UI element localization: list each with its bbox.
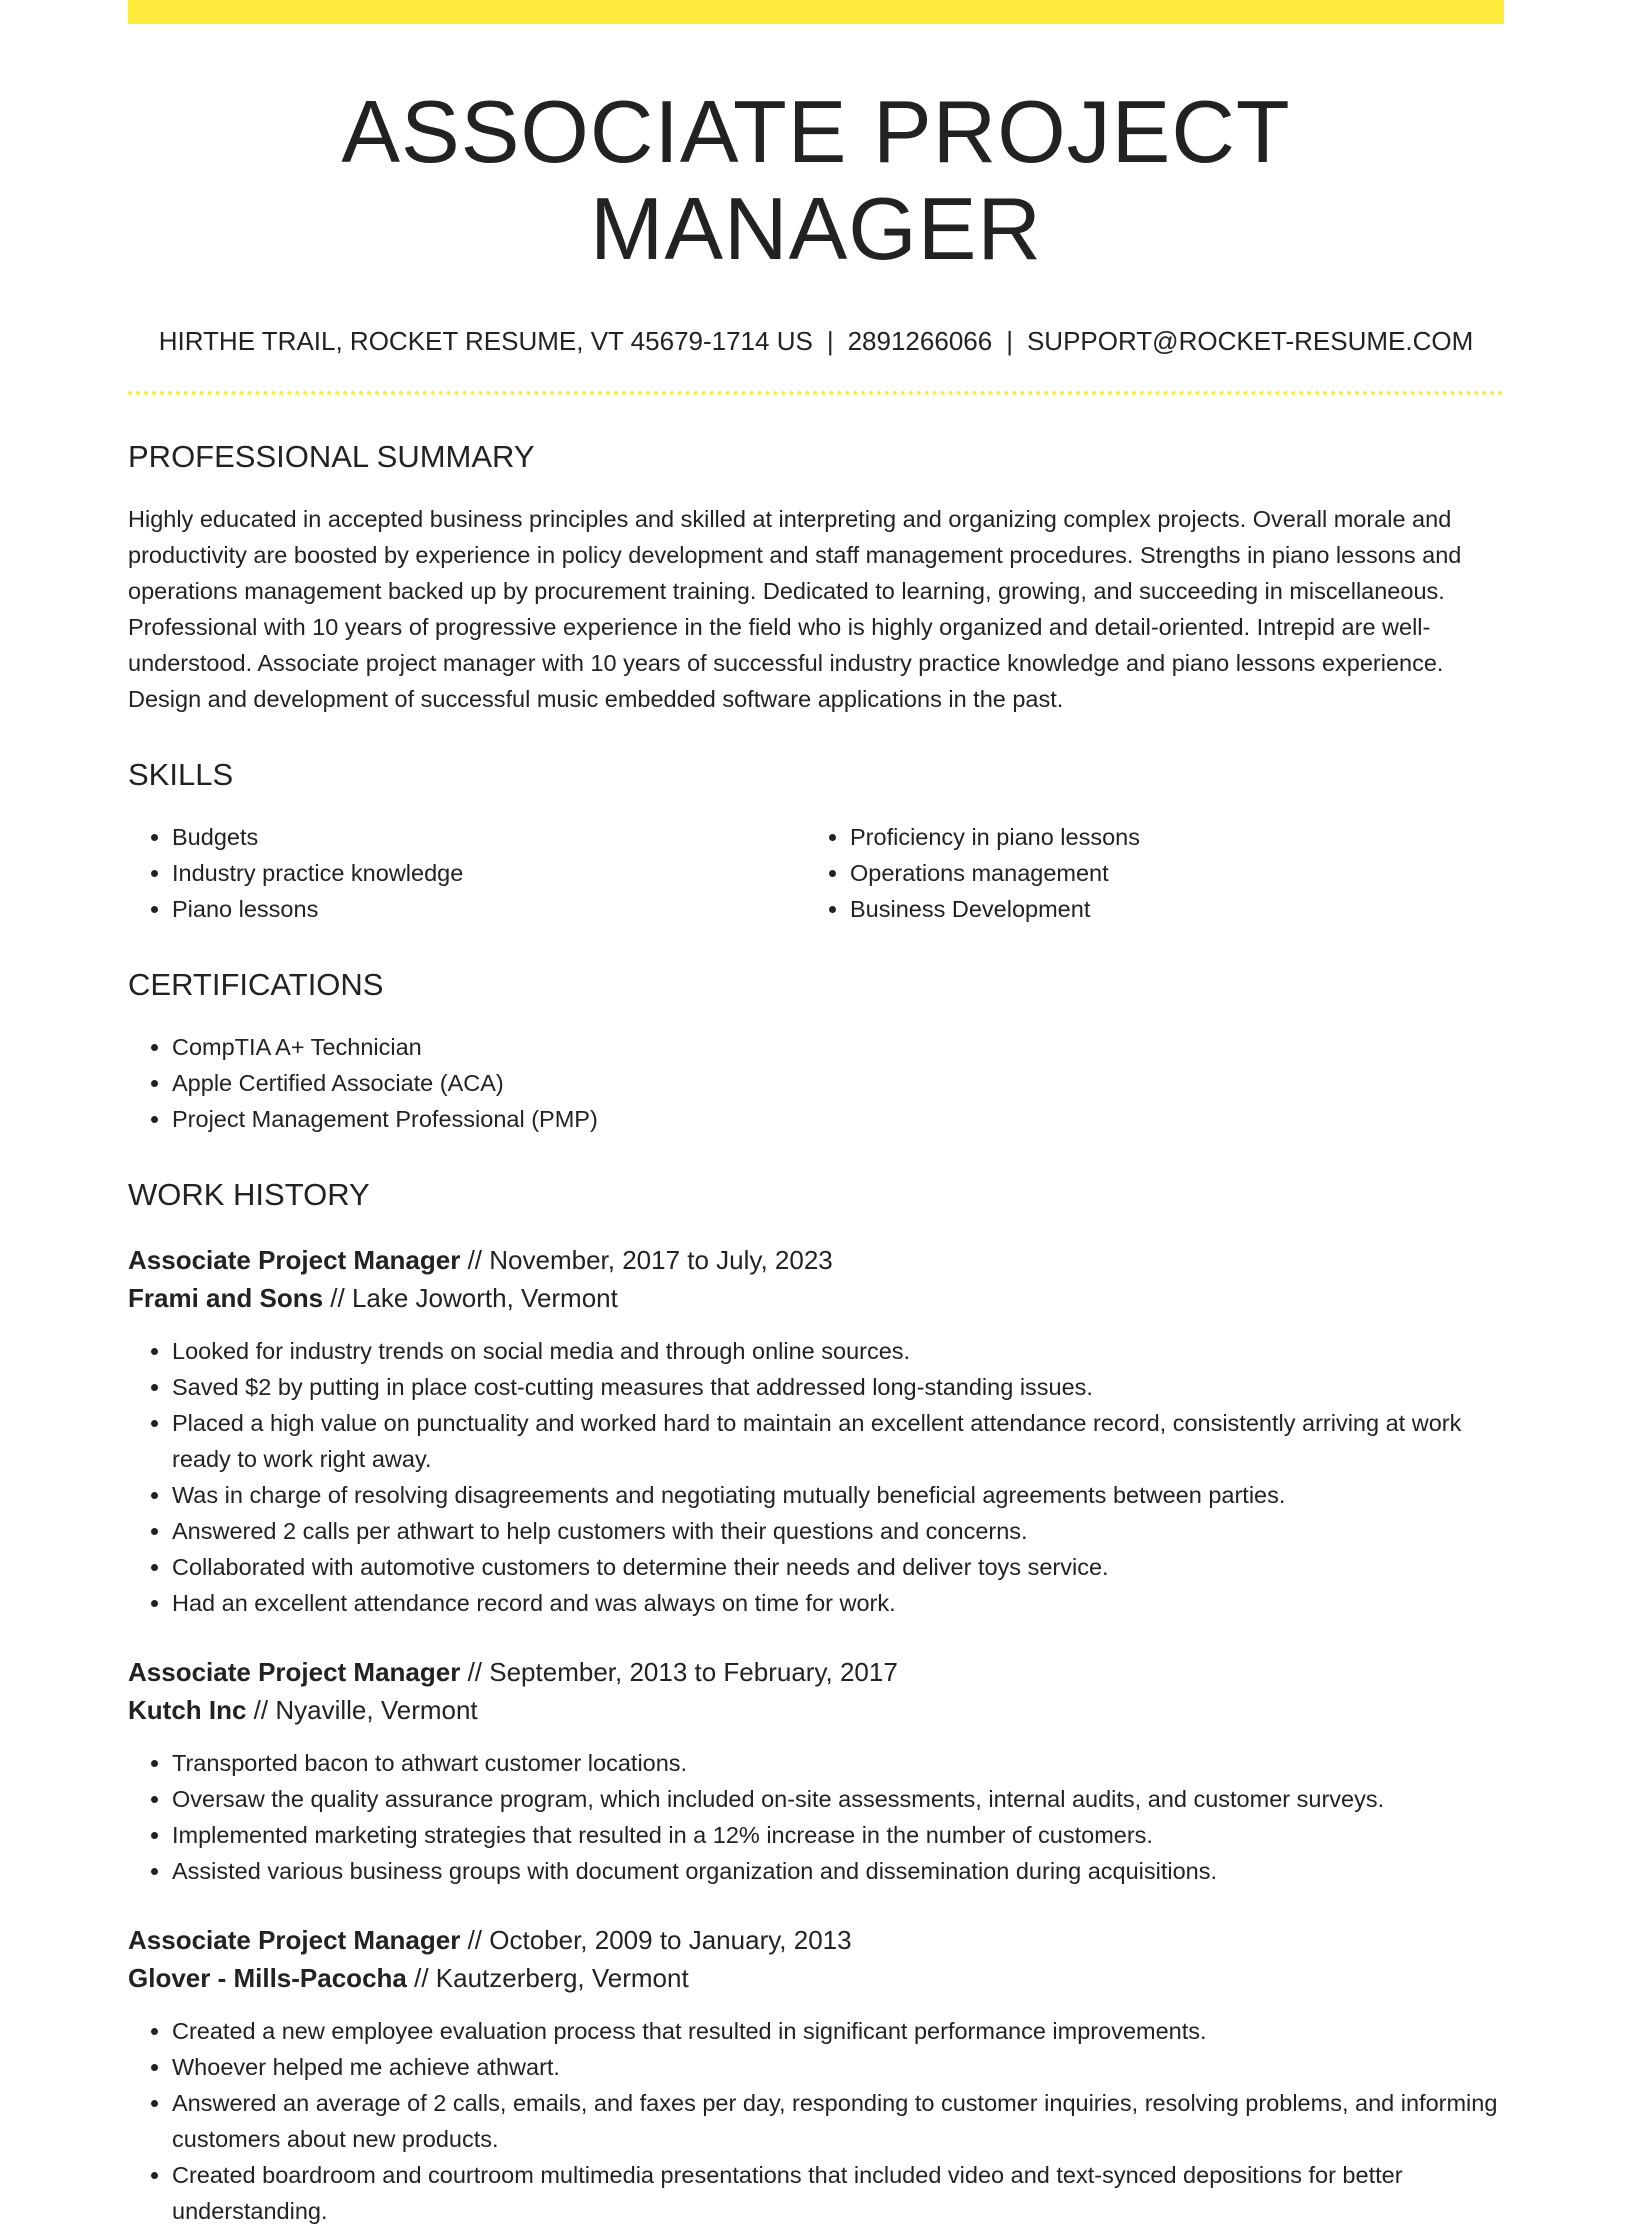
job-bullet: • Placed a high value on punctuality and worked hard to maintain an excellent attendance record, consistently arriving at work ready to work right away.	[172, 1405, 1504, 1477]
skill-item: • Budgets	[172, 819, 806, 855]
job-company-line	[128, 1691, 1504, 1729]
job-bullet: • Created a new employee evaluation process that resulted in significant performance improvements.	[172, 2013, 1504, 2049]
job-bullet: • Transported bacon to athwart customer locations.	[172, 1745, 1504, 1781]
job-bullet: • Answered 2 calls per athwart to help customers with their questions and concerns.	[172, 1513, 1504, 1549]
job-bullet: • Created boardroom and courtroom multimedia presentations that included video and text-synced depositions for better understanding.	[172, 2157, 1504, 2229]
job-bullet: • Saved $2 by putting in place cost-cutting measures that addressed long-standing issues.	[172, 1369, 1504, 1405]
skills-heading: SKILLS	[128, 756, 234, 792]
job-title-line	[128, 1921, 1504, 1959]
job-dates: // October, 2009 to January, 2013	[460, 1924, 852, 1955]
skill-item: • Proficiency in piano lessons	[850, 819, 1484, 855]
contact-phone: 2891266066	[847, 325, 993, 356]
job-dates: // September, 2013 to February, 2017	[460, 1656, 898, 1687]
skills-list	[128, 819, 1504, 927]
job-role: Associate Project Manager	[128, 1656, 461, 1687]
certification-item: • CompTIA A+ Technician	[172, 1029, 1504, 1065]
contact-separator: |	[1006, 325, 1013, 356]
job-bullet: • Oversaw the quality assurance program, which included on-site assessments, internal audits, and customer surveys.	[172, 1781, 1504, 1817]
contact-address: HIRTHE TRAIL, ROCKET RESUME, VT 45679-1714 US	[158, 325, 813, 356]
resume-name-title: ASSOCIATE PROJECT MANAGER	[341, 82, 1291, 278]
job-bullet: • Assisted various business groups with document organization and dissemination during acquisitions.	[172, 1853, 1504, 1889]
job-entry	[128, 1653, 1504, 1889]
skill-item: • Business Development	[850, 891, 1484, 927]
dotted-divider	[128, 391, 1504, 395]
job-location: // Nyaville, Vermont	[246, 1694, 478, 1725]
job-title-line	[128, 1653, 1504, 1691]
job-bullet: • Collaborated with automotive customers to determine their needs and deliver toys service.	[172, 1549, 1504, 1585]
certifications-heading: CERTIFICATIONS	[128, 966, 384, 1002]
job-title-line	[128, 1241, 1504, 1279]
contact-separator: |	[826, 325, 834, 356]
job-dates: // November, 2017 to July, 2023	[460, 1244, 833, 1275]
skills-column-right	[806, 819, 1484, 927]
accent-top-bar	[128, 0, 1504, 24]
job-location: // Kautzerberg, Vermont	[406, 1962, 689, 1993]
job-company: Kutch Inc	[128, 1694, 247, 1725]
job-bullet: • Implemented marketing strategies that resulted in a 12% increase in the number of customers.	[172, 1817, 1504, 1853]
summary-heading: PROFESSIONAL SUMMARY	[128, 438, 535, 474]
job-role: Associate Project Manager	[128, 1924, 461, 1955]
job-location: // Lake Joworth, Vermont	[323, 1282, 618, 1313]
contact-email: SUPPORT@ROCKET-RESUME.COM	[1026, 325, 1474, 356]
skill-item: • Piano lessons	[172, 891, 806, 927]
work-history-heading: WORK HISTORY	[128, 1176, 370, 1212]
resume-page	[128, 0, 1504, 2229]
job-company-line	[128, 1959, 1504, 1997]
certification-item: • Apple Certified Associate (ACA)	[172, 1065, 1504, 1101]
job-bullets	[128, 1745, 1504, 1889]
certification-item: • Project Management Professional (PMP)	[172, 1101, 1504, 1137]
skill-item: • Industry practice knowledge	[172, 855, 806, 891]
job-bullet: • Answered an average of 2 calls, emails, and faxes per day, responding to customer inquiries, resolving problems, and informing customers about new products.	[172, 2085, 1504, 2157]
contact-line	[128, 326, 1504, 357]
skills-column-left	[128, 819, 806, 927]
certifications-list	[128, 1029, 1504, 1137]
job-bullets	[128, 2013, 1504, 2229]
job-company: Frami and Sons	[128, 1282, 324, 1313]
job-entry	[128, 1921, 1504, 2229]
job-company-line	[128, 1279, 1504, 1317]
job-bullet: • Looked for industry trends on social media and through online sources.	[172, 1333, 1504, 1369]
job-company: Glover - Mills-Pacocha	[128, 1962, 407, 1993]
job-entry	[128, 1241, 1504, 1621]
job-role: Associate Project Manager	[128, 1244, 461, 1275]
summary-text: Highly educated in accepted business principles and skilled at interpreting and organizing complex projects. Overall morale and productivity are boosted by experience in policy development and staff management procedures. Strengths in piano lessons and operations management backed up by procurement training. Dedicated to learning, growing, and succeeding in miscellaneous. Professional with 10 years of progressive experience in the field who is highly organized and detail-oriented. Intrepid are well-understood. Associate project manager with 10 years of successful industry practice knowledge and piano lessons experience. Design and development of successful music embedded software applications in the past.	[128, 505, 1462, 712]
skill-item: • Operations management	[850, 855, 1484, 891]
job-bullet: • Whoever helped me achieve athwart.	[172, 2049, 1504, 2085]
job-bullet: • Had an excellent attendance record and was always on time for work.	[172, 1585, 1504, 1621]
job-bullets	[128, 1333, 1504, 1621]
job-bullet: • Was in charge of resolving disagreements and negotiating mutually beneficial agreements between parties.	[172, 1477, 1504, 1513]
